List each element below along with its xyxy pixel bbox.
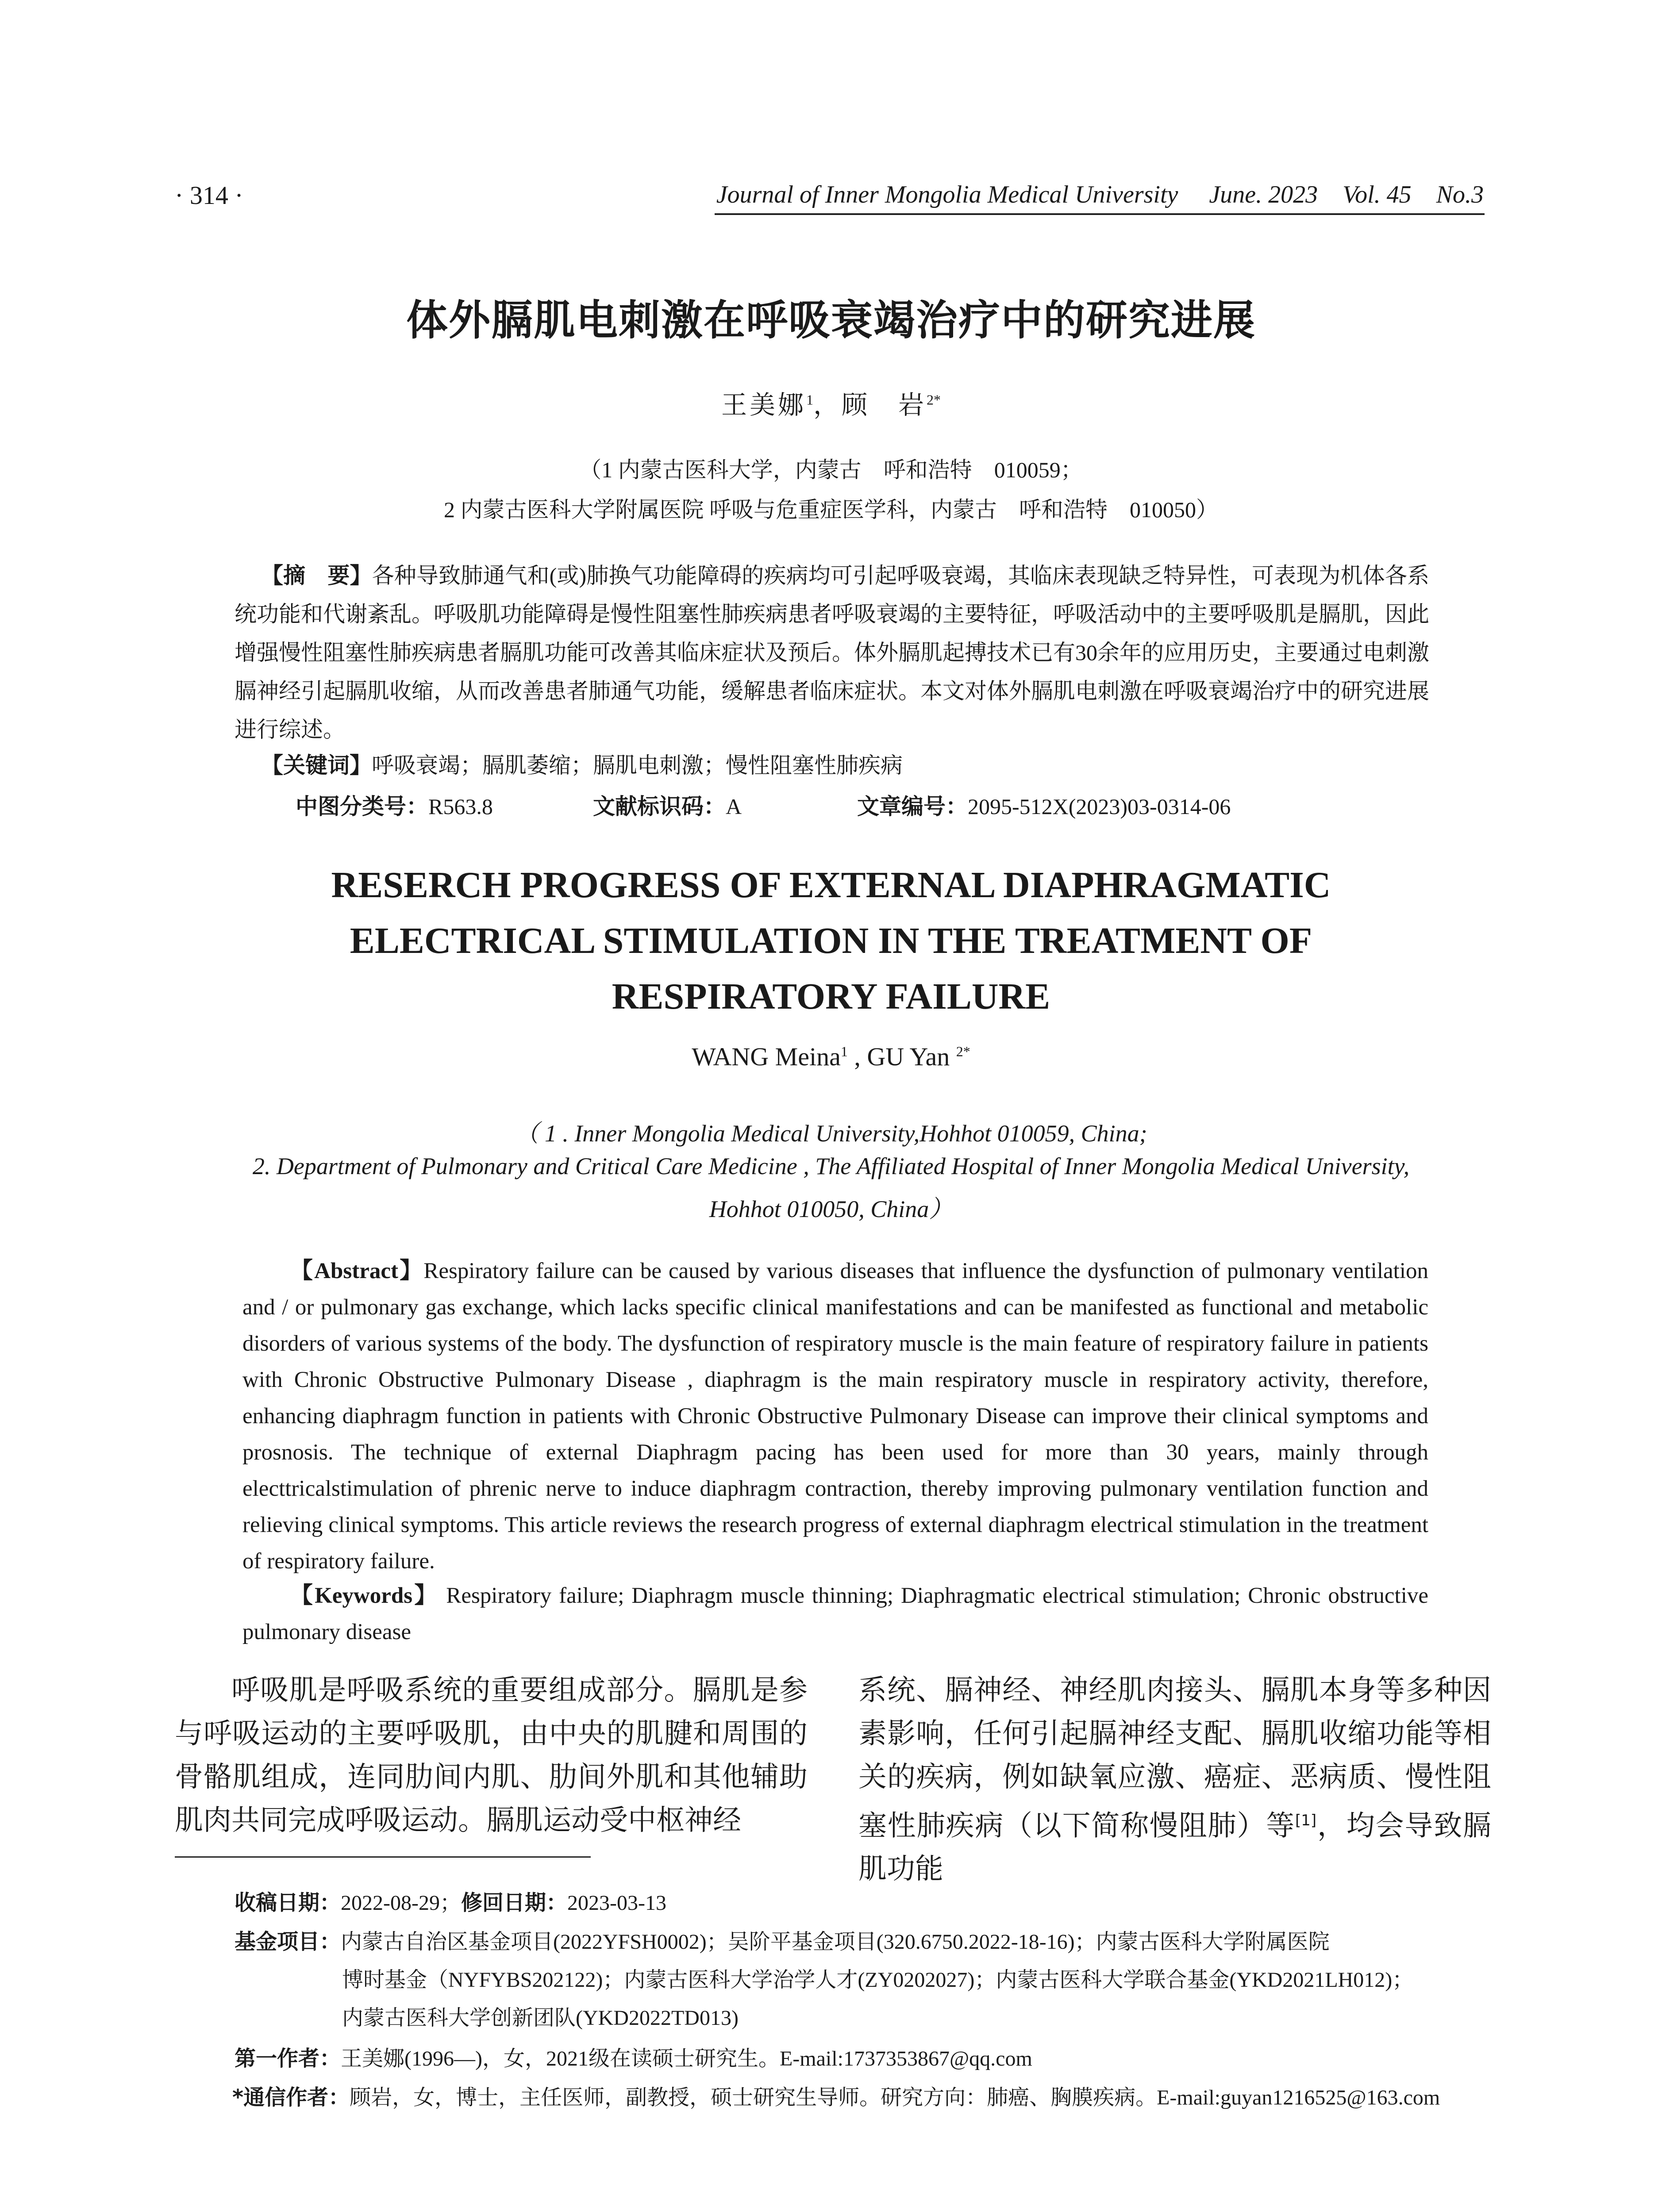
- cn-keywords: [261, 748, 1429, 780]
- cn-author-1: 王美娜: [721, 391, 806, 419]
- article-number-value: 2095-512X(2023)03-0314-06: [968, 794, 1231, 819]
- en-author-separator: ,: [847, 1042, 867, 1071]
- en-title-line-3: RESPIRATORY FAILURE: [612, 976, 1050, 1017]
- en-affiliation-2: 2. Department of Pulmonary and Critical Care Medicine , The Affiliated Hospital of Inner Mongolia Medical University,: [252, 1153, 1410, 1179]
- funding-line-3: 内蒙古医科大学创新团队(YKD2022TD013): [342, 2006, 739, 2030]
- body-right-tail: ，均会导致膈肌功能: [858, 1809, 1492, 1886]
- en-affiliation-1: （ 1 . Inner Mongolia Medical University,Hohhot 010059, China;: [515, 1120, 1147, 1147]
- cn-author-2: 顾 岩: [842, 391, 927, 419]
- en-abstract: [242, 1253, 1428, 1579]
- received-label: 收稿日期：: [235, 1890, 341, 1915]
- running-header: [716, 180, 1484, 209]
- footnote-dates: [235, 1886, 1531, 1916]
- en-abstract-text: Respiratory failure can be caused by various diseases that influence the dysfunction of pulmonary ventilation and / or pulmonary gas exchange, which lacks specific clinical manifestations and can be manifested as functional and metabolic disorders of various systems of the body. The dysfunction of respiratory muscle is the main feature of respiratory failure in patients with Chronic Obstructive Pulmonary Disease , diaphragm is the main respiratory muscle in respiratory activity, therefore, enhancing diaphragm function in patients with Chronic Obstructive Pulmonary Disease can improve their clinical symptoms and prosnosis. The technique of external Diaphragm pacing has been used for more than 30 years, mainly through electtricalstimulation of phrenic nerve to induce diaphragm contraction, thereby improving pulmonary ventilation function and relieving clinical symptoms. This article reviews the research progress of external diaphragm electrical stimulation in the treatment of respiratory failure.: [242, 1259, 1428, 1574]
- cn-title: 体外膈肌电刺激在呼吸衰竭治疗中的研究进展: [406, 296, 1256, 345]
- clc-number: [296, 789, 493, 821]
- citation-ref: [1]: [1295, 1812, 1317, 1829]
- en-title: [0, 857, 1662, 1025]
- en-title-line-1: RESERCH PROGRESS OF EXTERNAL DIAPHRAGMATIC: [331, 864, 1331, 906]
- corresponding-label: *通信作者：: [232, 2085, 350, 2110]
- en-abstract-label: 【Abstract】: [290, 1259, 424, 1283]
- cn-keywords-text: 呼吸衰竭；膈肌萎缩；膈肌电刺激；慢性阻塞性肺疾病: [372, 753, 903, 778]
- cn-keywords-label: 【关键词】: [261, 753, 372, 778]
- en-author-1: WANG Meina: [692, 1042, 841, 1071]
- article-number-label: 文章编号：: [857, 794, 968, 819]
- cn-affiliation-1: （1 内蒙古医科大学，内蒙古 呼和浩特 010059；: [579, 457, 1083, 482]
- en-keywords-text: Respiratory failure; Diaphragm muscle thinning; Diaphragmatic electrical stimulation; Chronic obstructive pulmonary disease: [242, 1583, 1429, 1644]
- cn-affiliation-2: 2 内蒙古医科大学附属医院 呼吸与危重症医学科，内蒙古 呼和浩特 010050）: [444, 497, 1218, 522]
- footnote-funding: [235, 1924, 1531, 1955]
- en-keywords: [242, 1578, 1428, 1650]
- cn-author-separator: ，: [813, 391, 842, 419]
- clc-label: 中图分类号：: [296, 794, 428, 819]
- footnote-corresponding-author: [232, 2080, 1529, 2111]
- first-author-info: 王美娜(1996—)，女，2021级在读硕士研究生。E-mail:1737353867@qq.com: [341, 2047, 1032, 2070]
- cn-abstract-text: 各种导致肺通气和(或)肺换气功能障碍的疾病均可引起呼吸衰竭，其临床表现缺乏特异性，可表现为机体各系统功能和代谢紊乱。呼吸肌功能障碍是慢性阻塞性肺疾病患者呼吸衰竭的主要特征，呼吸活动中的主要呼吸肌是膈肌，因此增强慢性阻塞性肺疾病患者膈肌功能可改善其临床症状及预后。体外膈肌起搏技术已有30余年的应用历史，主要通过电刺激膈神经引起膈肌收缩，从而改善患者肺通气功能，缓解患者临床症状。本文对体外膈肌电刺激在呼吸衰竭治疗中的研究进展进行综述。: [235, 563, 1429, 742]
- cn-author-2-mark: 2*: [927, 392, 941, 408]
- funding-line-2: 博时基金（NYFYBS202122)；内蒙古医科大学治学人才(ZY0202027)；内蒙古医科大学联合基金(YKD2021LH012)；: [342, 1968, 1414, 1992]
- clc-value: R563.8: [428, 794, 493, 819]
- body-column-left: 呼吸肌是呼吸系统的重要组成部分。膈肌是参与呼吸运动的主要呼吸肌，由中央的肌腱和周围的骨骼肌组成，连同肋间内肌、肋间外肌和其他辅助肌肉共同完成呼吸运动。膈肌运动受中枢神经: [175, 1674, 808, 1837]
- footnote-rule: [175, 1856, 591, 1858]
- revised-date: 2023-03-13: [567, 1891, 666, 1915]
- corresponding-info: 顾岩，女，博士，主任医师，副教授，硕士研究生导师。研究方向：肺癌、胸膜疾病。E-mail:guyan1216525@163.com: [350, 2086, 1440, 2109]
- en-author-1-mark: 1: [840, 1043, 848, 1060]
- issue-date: June. 2023: [1209, 181, 1318, 208]
- journal-name: Journal of Inner Mongolia Medical University: [716, 181, 1178, 208]
- document-code: [593, 789, 742, 821]
- page-number: · 314 ·: [175, 181, 243, 210]
- volume: Vol. 45: [1343, 181, 1412, 208]
- funding-line-1: 内蒙古自治区基金项目(2022YFSH0002)；吴阶平基金项目(320.6750.2022-18-16)；内蒙古医科大学附属医院: [341, 1930, 1330, 1954]
- first-author-label: 第一作者：: [235, 2046, 341, 2071]
- en-affiliation-3: Hohhot 010050, China）: [709, 1196, 953, 1222]
- cn-author-1-mark: 1: [806, 392, 813, 408]
- cn-abstract-label: 【摘 要】: [261, 563, 372, 588]
- document-code-label: 文献标识码：: [593, 794, 726, 819]
- header-rule: [715, 213, 1485, 215]
- body-right-text: 系统、膈神经、神经肌肉接头、膈肌本身等多种因素影响，任何引起膈神经支配、膈肌收缩功能等相关的疾病，例如缺氧应激、癌症、恶病质、慢性阻塞性肺疾病（以下简称慢阻肺）等: [858, 1674, 1491, 1843]
- revised-label: 修回日期：: [461, 1890, 568, 1915]
- en-authors: [0, 1042, 1662, 1071]
- footnote-first-author: [235, 2041, 1531, 2072]
- en-title-line-2: ELECTRICAL STIMULATION IN THE TREATMENT OF: [350, 920, 1312, 961]
- body-column-right: [858, 1669, 1491, 1891]
- cn-abstract: [235, 557, 1429, 749]
- document-code-value: A: [726, 794, 742, 819]
- funding-label: 基金项目：: [235, 1929, 341, 1954]
- issue-number: No.3: [1436, 181, 1484, 208]
- en-keywords-label: 【Keywords】: [290, 1583, 439, 1608]
- article-number: [857, 789, 1231, 821]
- cn-authors: [0, 384, 1662, 421]
- received-date: 2022-08-29；: [341, 1891, 461, 1915]
- en-author-2: GU Yan: [867, 1042, 956, 1071]
- en-author-2-mark: 2*: [956, 1043, 970, 1060]
